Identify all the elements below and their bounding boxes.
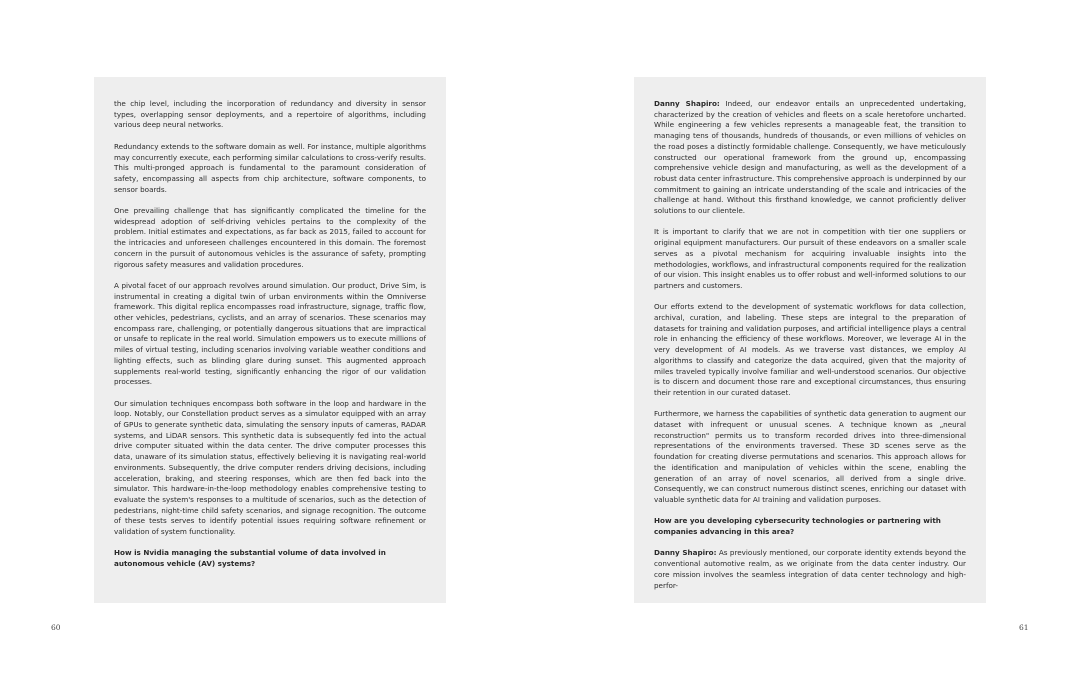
left-paragraph: A pivotal facet of our approach revolves around simulation. Our product, Drive Sim, is instrumental in creating a digital twin of urban environments within the Omniverse framework. This digital replica encompasses road infrastructure, signage, traffic flow, other vehicles, pedestrians, cyclists, and an array of scenarios. These scenarios may encompass rare, challenging, or potentially dangerous situations that are impractical or unsafe to replicate in the real world. Simulation empowers us to execute millions of miles of virtual testing, including scenarios involving variable weather conditions and lighting effects, such as blinding glare during sunset. This augmented approach supplements real-world testing, significantly enhancing the rigor of our validation processes.	[114, 280, 426, 387]
answer-text: Indeed, our endeavor entails an unprecedented undertaking, characterized by the creation of vehicles and fleets on a scale heretofore uncharted. While engineering a few vehicles represents a manageable feat, the transition to managing tens of thousands, hundreds of thousands, or even millions of vehicles on the road poses a distinctly formidable challenge. Consequently, we have meticulously constructed our operational framework from the ground up, encompassing comprehensive vehicle design and manufacturing, as well as the development of a robust data center infrastructure. This comprehensive approach is underpinned by our commitment to gaining an intricate understanding of the scale and intricacies of the challenge at hand. Without this firsthand knowledge, we cannot proficiently deliver solutions to our clientele.	[654, 99, 966, 216]
answer-paragraph	[654, 548, 966, 591]
answer-paragraph	[654, 99, 966, 217]
left-page	[94, 77, 446, 603]
right-paragraph: Our efforts extend to the development of systematic workflows for data collection, archival, curation, and labeling. These steps are integral to the preparation of datasets for training and validation purposes, and artificial intelligence plays a central role in enhancing the efficiency of these workflows. Moreover, we leverage AI in the very development of AI models. As we traverse vast distances, we employ AI algorithms to classify and categorize the data acquired, given that the majority of miles traveled typically involve familiar and well-understood scenarios. Our objective is to discern and document those rare and exceptional circumstances, thus ensuring their retention in our curated dataset.	[654, 302, 966, 397]
answer-text: As previously mentioned, our corporate identity extends beyond the conventional automotive realm, as we originate from the data center industry. Our core mission involves the seamless integration of data center technology and high-perfor-	[654, 548, 966, 590]
interview-question: How are you developing cybersecurity technologies or partnering with companies advancing in this area?	[654, 516, 941, 537]
page-number-left: 60	[51, 623, 61, 632]
right-paragraph: It is important to clarify that we are not in competition with tier one suppliers or original equipment manufacturers. Our pursuit of these endeavors on a smaller scale serves as a pivotal mechanism for acquiring invaluable insights into the methodologies, workflows, and infrastructural components required for the realization of our vision. This insight enables us to offer robust and well-informed solutions to our partners and customers.	[654, 227, 966, 290]
right-page	[634, 77, 986, 603]
interview-question: How is Nvidia managing the substantial volume of data involved in autonomous vehicle (AV) systems?	[114, 548, 386, 569]
left-paragraph: Redundancy extends to the software domain as well. For instance, multiple algorithms may concurrently execute, each performing similar calculations to cross-verify results. This multi-pronged approach is fundamental to the paramount consideration of safety, encompassing all aspects from chip architecture, software components, to sensor boards.	[114, 141, 426, 194]
page-number-right: 61	[1019, 623, 1029, 632]
left-paragraph: the chip level, including the incorporation of redundancy and diversity in sensor types, overlapping sensor deployments, and a repertoire of algorithms, including various deep neural networks.	[114, 99, 426, 130]
left-paragraph: Our simulation techniques encompass both software in the loop and hardware in the loop. Notably, our Constellation product serves as a simulator equipped with an array of GPUs to generate synthetic data, simulating the sensory inputs of cameras, RADAR systems, and LiDAR sensors. This synthetic data is subsequently fed into the actual drive computer situated within the data center. The drive computer processes this data, unaware of its simulation status, effectively believing it is navigating real-world environments. Subsequently, the drive computer renders driving decisions, including acceleration, braking, and steering responses, which are then fed back into the simulator. This hardware-in-the-loop methodology enables comprehensive testing to evaluate the system's responses to a multitude of scenarios, such as the detection of pedestrians, night-time child safety scenarios, and signage recognition. The outcome of these tests serves to identify potential issues requiring software refinement or validation of system functionality.	[114, 398, 426, 537]
left-paragraph: One prevailing challenge that has significantly complicated the timeline for the widespread adoption of self-driving vehicles pertains to the complexity of the problem. Initial estimates and expectations, as far back as 2015, failed to account for the intricacies and unforeseen challenges encountered in this domain. The foremost concern in the pursuit of autonomous vehicles is the assurance of safety, prompting rigorous safety measures and validation procedures.	[114, 206, 426, 269]
right-paragraph: Furthermore, we harness the capabilities of synthetic data generation to augment our dataset with infrequent or unusual scenes. A technique known as „neural reconstruction" permits us to transform recorded drives into three-dimensional representations of the environments traversed. These 3D scenes serve as the foundation for creating diverse permutations and scenarios. This approach allows for the identification and manipulation of vehicles within the scene, enabling the generation of an array of novel scenarios, all derived from a single drive. Consequently, we can construct numerous distinct scenes, enriching our dataset with valuable synthetic data for AI training and validation purposes.	[654, 409, 966, 504]
speaker-name: Danny Shapiro:	[654, 548, 717, 558]
speaker-name: Danny Shapiro:	[654, 99, 720, 108]
